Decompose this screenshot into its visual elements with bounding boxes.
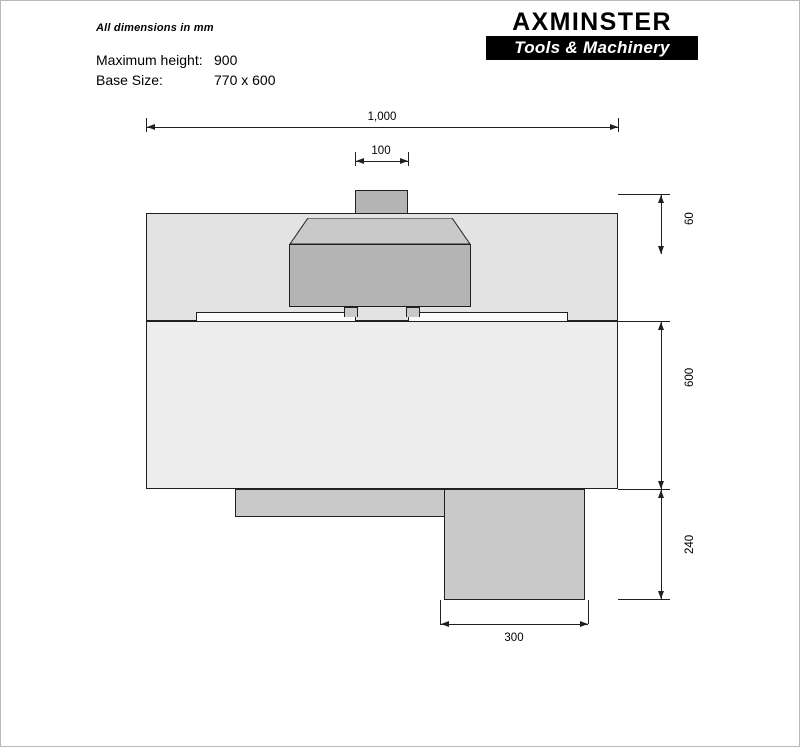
dim-base-tick-right [588, 600, 589, 624]
dim-spout-arrow-left [356, 158, 364, 164]
spec-base-size-label: Base Size: [96, 72, 163, 88]
hood-body [289, 244, 471, 307]
dim-60-arrow-down [658, 246, 664, 254]
dim-base-line [440, 624, 588, 625]
dim-spout-arrow-right [400, 158, 408, 164]
dim-width-arrow-right [610, 124, 618, 130]
dim-width-tick-right [618, 118, 619, 132]
dim-600-line [661, 321, 662, 489]
spec-max-height-label: Maximum height: [96, 52, 203, 68]
dim-60-line [661, 194, 662, 254]
units-note: All dimensions in mm [96, 22, 214, 34]
hood-trapezoid [289, 218, 471, 245]
dim-base-label: 300 [504, 632, 524, 644]
dim-240-label: 240 [684, 534, 696, 554]
axminster-logo [486, 8, 698, 62]
spec-base-size [96, 72, 276, 88]
dim-600-arrow-up [658, 322, 664, 330]
dim-600-label: 600 [684, 367, 696, 387]
logo-brand-text: AXMINSTER [512, 8, 672, 36]
spec-max-height [96, 52, 237, 68]
dim-base-arrow-left [441, 621, 449, 627]
dim-spout-label: 100 [371, 145, 391, 157]
dim-60-arrow-up [658, 195, 664, 203]
main-body-panel [146, 321, 618, 489]
dim-ext-bottom [618, 599, 670, 600]
dim-600-arrow-down [658, 481, 664, 489]
dim-240-arrow-down [658, 591, 664, 599]
dim-width-line [146, 127, 618, 128]
logo-tagline-text: Tools & Machinery [486, 36, 698, 60]
spec-base-size-value: 770 x 600 [214, 72, 276, 88]
table-notch-right [406, 307, 420, 317]
dim-240-line [661, 489, 662, 599]
dim-240-arrow-up [658, 490, 664, 498]
dim-60-label: 60 [684, 212, 696, 225]
dim-width-label: 1,000 [367, 111, 397, 123]
spec-max-height-value: 900 [214, 52, 238, 68]
table-notch-left [344, 307, 358, 317]
cabinet-leg [444, 489, 585, 600]
dim-base-arrow-right [580, 621, 588, 627]
dim-width-arrow-left [147, 124, 155, 130]
